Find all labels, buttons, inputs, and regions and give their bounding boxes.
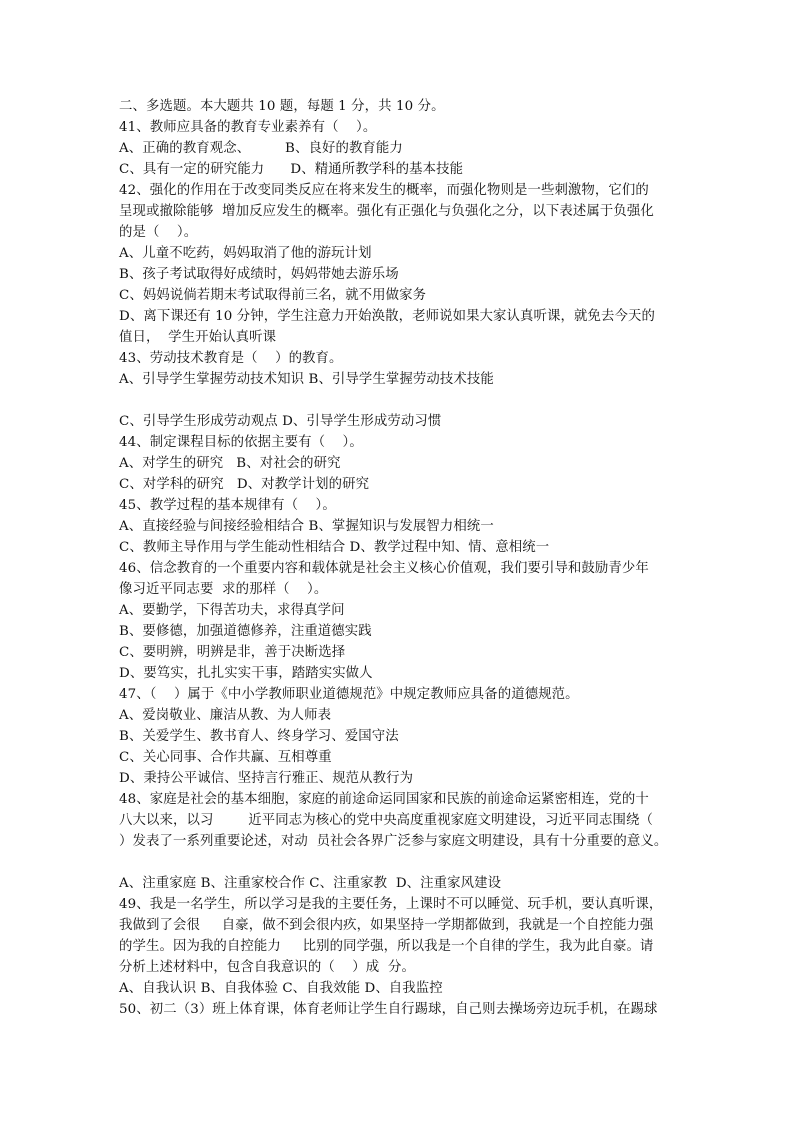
option-line: A、正确的教育观念、 B、良好的教育能力 (119, 141, 403, 156)
option-line: A、对学生的研究 B、对社会的研究 (119, 456, 341, 471)
option-line: C、引导学生形成劳动观点 D、引导学生形成劳动习惯 (119, 414, 442, 429)
option-line: C、对学科的研究 D、对教学计划的研究 (119, 477, 370, 492)
option-line: A、自我认识 B、自我体验 C、自我效能 D、自我监控 (119, 981, 443, 996)
question-48: 48、家庭是社会的基本细胞，家庭的前途命运同国家和民族的前途命运紧密相连，党的十 (119, 792, 649, 807)
option-line: A、直接经验与间接经验相结合 B、掌握知识与发展智力相统一 (119, 519, 494, 534)
option-line: A、注重家庭 B、注重家校合作 C、注重家教 D、注重家风建设 (119, 876, 502, 891)
question-44: 44、制定课程目标的依据主要有（ ）。 (119, 435, 363, 450)
option-line: A、引导学生掌握劳动技术知识 B、引导学生掌握劳动技术技能 (119, 372, 494, 387)
text-line: ）发表了一系列重要论述，对动 员社会各界广泛参与家庭文明建设，具有十分重要的意义。 (119, 834, 668, 849)
option-line: B、关爱学生、教书育人、终身学习、爱国守法 (119, 729, 399, 744)
option-line: A、儿童不吃药，妈妈取消了他的游玩计划 (119, 246, 372, 261)
question-41: 41、教师应具备的教育专业素养有（ ）。 (119, 120, 377, 135)
section-heading: 二、多选题。本大题共 10 题，每题 1 分，共 10 分。 (119, 99, 445, 114)
question-50: 50、初二（3）班上体育课，体育老师让学生自行踢球，自己则去操场旁边玩手机，在踢球 (119, 1002, 658, 1017)
question-46: 46、信念教育的一个重要内容和载体就是社会主义核心价值观，我们要引导和鼓励青少年 (119, 561, 649, 576)
option-line: B、要修德，加强道德修养，注重道德实践 (119, 624, 372, 639)
question-45: 45、教学过程的基本规律有（ ）。 (119, 498, 336, 513)
text-line: 的学生。因为我的自控能力 比别的同学强，所以我是一个自律的学生，我为此自豪。请 (119, 939, 654, 954)
option-line: C、妈妈说倘若期末考试取得前三名，就不用做家务 (119, 288, 427, 303)
option-line: A、要勤学，下得苦功夫，求得真学问 (119, 603, 345, 618)
option-line: D、秉持公平诚信、坚持言行雅正、规范从教行为 (119, 771, 414, 786)
option-line: C、关心同事、合作共赢、互相尊重 (119, 750, 332, 765)
option-line: C、教师主导作用与学生能动性相结合 D、教学过程中知、情、意相统一 (119, 540, 550, 555)
question-49: 49、我是一名学生，所以学习是我的主要任务，上课时不可以睡觉、玩手机，要认真听课， (119, 897, 663, 912)
text-line: 八大以来，以习 近平同志为核心的党中央高度重视家庭文明建设，习近平同志围绕（ (119, 813, 654, 828)
question-43: 43、劳动技术教育是（ ）的教育。 (119, 351, 343, 366)
option-line: B、孩子考试取得好成绩时，妈妈带她去游乐场 (119, 267, 399, 282)
option-line: D、要笃实，扎扎实实干事，踏踏实实做人 (119, 666, 373, 681)
option-line: C、要明辨，明辨是非，善于决断选择 (119, 645, 346, 660)
text-line: 我做到了会很 自豪，做不到会很内疚，如果坚持一学期都做到，我就是一个自控能力强 (119, 918, 654, 933)
text-line: 值日， 学生开始认真听课 (119, 330, 277, 345)
text-line: 呈现或撤除能够 增加反应发生的概率。强化有正强化与负强化之分，以下表述属于负强化 (119, 204, 654, 219)
option-line: C、具有一定的研究能力 D、精通所教学科的基本技能 (119, 162, 464, 177)
question-47: 47、（ ）属于《中小学教师职业道德规范》中规定教师应具备的道德规范。 (119, 687, 579, 702)
text-line: 分析上述材料中，包含自我意识的（ ）成 分。 (119, 960, 415, 975)
text-line: 的是（ ）。 (119, 225, 198, 240)
option-line: A、爱岗敬业、廉洁从教、为人师表 (119, 708, 332, 723)
question-42: 42、强化的作用在于改变同类反应在将来发生的概率，而强化物则是一些刺激物，它们的 (119, 183, 649, 198)
option-line: D、离下课还有 10 分钟，学生注意力开始涣散，老师说如果大家认真听课，就免去今天的 (119, 309, 655, 324)
text-line: 像习近平同志要 求的那样（ ）。 (119, 582, 328, 597)
